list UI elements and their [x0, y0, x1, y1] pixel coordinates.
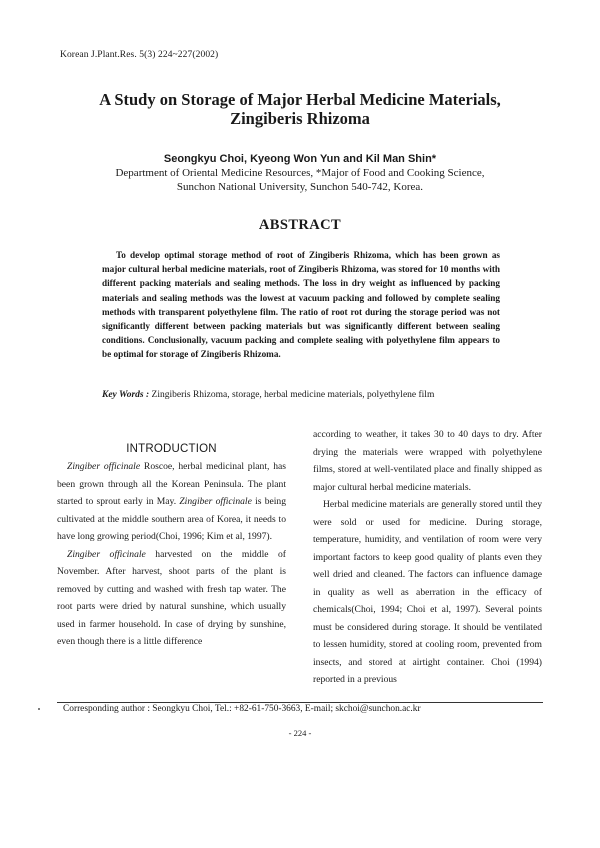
left-column [57, 458, 286, 651]
species-name: Zingiber officinale [67, 548, 146, 560]
keywords [102, 390, 522, 400]
affiliation-line-2: Sunchon National University, Sunchon 540-742, Korea. [176, 181, 424, 193]
paper-title-line-1: A Study on Storage of Major Herbal Medicine Materials, [99, 90, 501, 109]
affiliation-line-1: Department of Oriental Medicine Resources, *Major of Food and Cooking Science, [115, 167, 485, 179]
right-paragraph-1: according to weather, it takes 30 to 40 days to dry. After drying the materials were wrapped with polyethylene films, stored at well-ventilated place and finally shipped as major cultural herbal medicine materials. [313, 429, 542, 493]
introduction-heading: INTRODUCTION [126, 443, 217, 455]
abstract-text: To develop optimal storage method of root of Zingiberis Rhizoma, which has been grown as major cultural herbal medicine materials, root of Zingiberis Rhizoma, was stored for 10 months with different packing materials and sealing methods. The loss in dry weight as influenced by packing materials and sealing methods was the lowest at vacuum packing and followed by complete sealing methods with transparent polyethylene film. The ratio of root rot during the storage period was not significantly different between packing materials but was significantly different between sealing conditions. Conclusionally, vacuum packing and complete sealing with polyethylene film appears to be optimal for storage of Zingiberis Rhizoma. [102, 250, 500, 360]
page-number: - 224 - [288, 728, 312, 738]
abstract-heading: ABSTRACT [258, 217, 342, 233]
intro-paragraph-2-text: harvested on the middle of November. After harvest, shoot parts of the plant is removed by cutting and washed with fresh tap water. The root parts were dried by natural sunshine, which usually used in farmer household. In case of drying by sunshine, even though there is a little difference [57, 548, 287, 647]
species-name: Zingiber officinale [179, 496, 252, 507]
species-name: Zingiber officinale [67, 461, 141, 472]
intro-paragraph-2 [57, 546, 286, 651]
keywords-label: Key Words : [102, 390, 150, 400]
corresponding-author-footnote: Corresponding author : Seongkyu Choi, Tel.: +82-61-750-3663, E-mail; skchoi@sunchon.ac.kr [63, 704, 421, 714]
journal-reference: Korean J.Plant.Res. 5(3) 224~227(2002) [60, 50, 219, 60]
intro-paragraph-1-text-a: Roscoe, herbal medicinal plant, has been grown through all the Korean Peninsula. The plant started to sprout early in May. [57, 461, 286, 507]
margin-dot [38, 708, 40, 710]
right-column [313, 426, 542, 689]
author-list: Seongkyu Choi, Kyeong Won Yun and Kil Man Shin* [163, 153, 437, 165]
footnote-rule [57, 702, 543, 703]
intro-paragraph-1 [57, 458, 286, 546]
right-paragraph-2: Herbal medicine materials are generally stored until they were sold or used for medicine. During storage, temperature, humidity, and ventilation of room were very important factors to keep good quality of plants even they well dried and cleaned. The factors can influence damage in quality as well as aberration in the efficacy of chemicals(Choi, 1994; Choi et al, 1997). Several points must be considered during storage. It should be ventilated to lessen humidity, stored at cooling room, prevented from insects, and stored at airtight container. Choi (1994) reported in a previous [313, 499, 542, 685]
abstract-body [102, 248, 500, 362]
keywords-text: Zingiberis Rhizoma, storage, herbal medicine materials, polyethylene film [149, 390, 435, 400]
intro-paragraph-1-text-b: is being cultivated at the middle southern area of Korea, it needs to have long growing period(Choi, 1996; Kim et al, 1997). [57, 496, 287, 542]
paper-title-line-2: Zingiberis Rhizoma [230, 109, 370, 128]
